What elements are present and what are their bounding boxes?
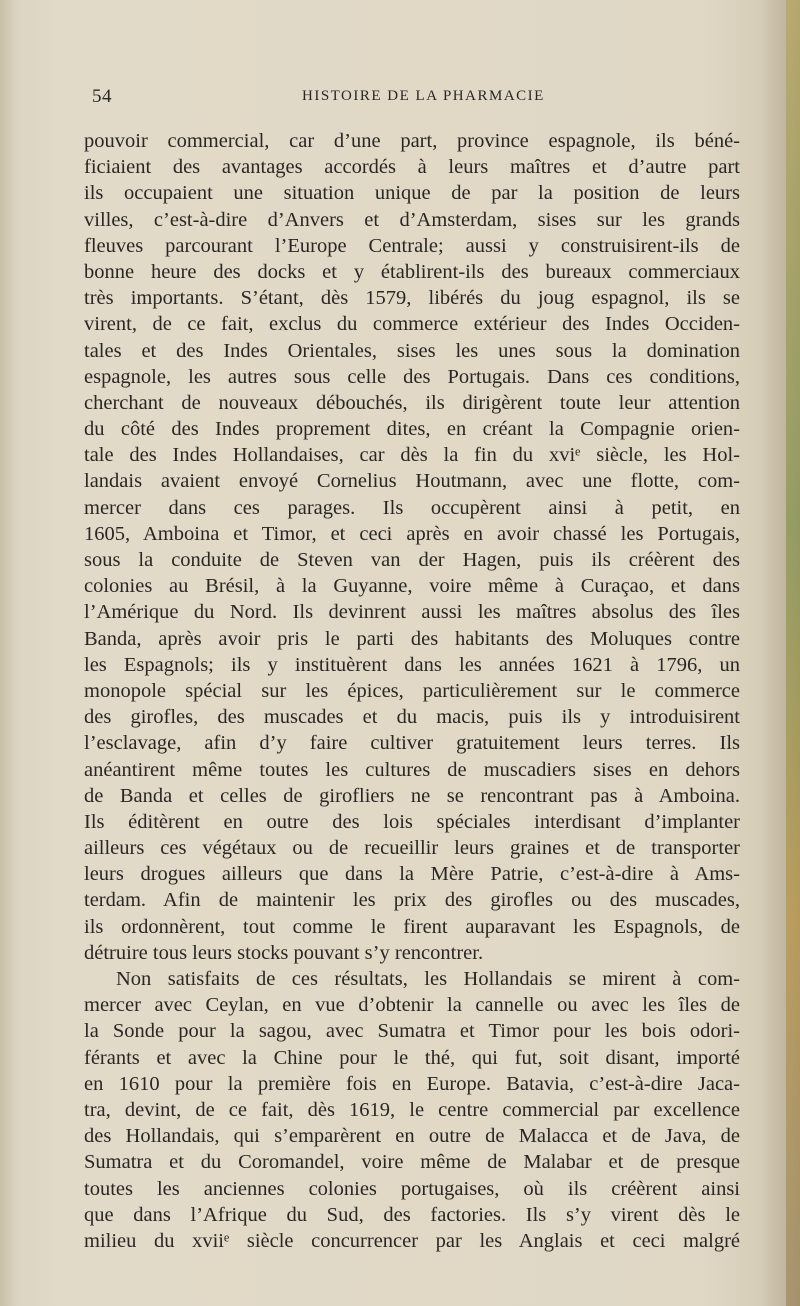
page-number: 54: [92, 86, 112, 107]
running-title: HISTOIRE DE LA PHARMACIE: [302, 88, 545, 104]
text-line: anéantirent même toutes les cultures de muscadiers sises en dehors: [84, 758, 740, 781]
text-line: mercer avec Ceylan, en vue d’obtenir la cannelle ou avec les îles de: [84, 994, 740, 1017]
text-line: 1605, Amboina et Timor, et ceci après en avoir chassé les Portugais,: [84, 522, 740, 545]
text-line: toutes les anciennes colonies portugaises, où ils créèrent ainsi: [84, 1177, 740, 1200]
text-line: sous la conduite de Steven van der Hagen, puis ils créèrent des: [84, 549, 740, 571]
text-line: l’esclavage, afin d’y faire cultiver gratuitement leurs terres. Ils: [84, 732, 740, 755]
text-line: colonies au Brésil, à la Guyanne, voire même à Curaçao, et dans: [84, 575, 740, 598]
text-line: ficiaient des avantages accordés à leurs maîtres et d’autre part: [84, 156, 740, 179]
page-header: [92, 86, 732, 110]
text-line: détruire tous leurs stocks pouvant s’y rencontrer.: [84, 941, 484, 964]
text-line: villes, c’est-à-dire d’Anvers et d’Amsterdam, sises sur les grands: [84, 208, 740, 231]
text-line: de Banda et celles de girofliers ne se rencontrant pas à Amboina.: [84, 784, 740, 807]
text-line: Banda, après avoir pris le parti des habitants des Moluques contre: [84, 627, 740, 650]
text-line: virent, de ce fait, exclus du commerce extérieur des Indes Occiden-: [84, 313, 740, 336]
text-line: monopole spécial sur les épices, particulièrement sur le commerce: [84, 679, 740, 702]
text-line: en 1610 pour la première fois en Europe. Batavia, c’est-à-dire Jaca-: [84, 1072, 740, 1095]
text-line: ils occupaient une situation unique de par la position de leurs: [84, 182, 740, 205]
text-line: Sumatra et du Coromandel, voire même de Malabar et de presque: [84, 1151, 740, 1174]
text-line: ils ordonnèrent, tout comme le firent auparavant les Espagnols, de: [84, 915, 740, 938]
text-line: mercer dans ces parages. Ils occupèrent ainsi à petit, en: [84, 496, 740, 519]
body-text: [84, 128, 740, 1254]
text-line: terdam. Afin de maintenir les prix des girofles ou des muscades,: [84, 889, 740, 912]
text-line: les Espagnols; ils y instituèrent dans les années 1621 à 1796, un: [84, 653, 740, 676]
text-line: tra, devint, de ce fait, dès 1619, le centre commercial par excellence: [84, 1098, 740, 1121]
text-line: que dans l’Afrique du Sud, des factories. Ils s’y virent dès le: [84, 1203, 740, 1226]
text-line: tales et des Indes Orientales, sises les unes sous la domination: [84, 339, 740, 362]
text-line: pouvoir commercial, car d’une part, province espagnole, ils béné-: [84, 130, 740, 152]
text-line: la Sonde pour la sagou, avec Sumatra et Timor pour les bois odori-: [84, 1020, 740, 1043]
text-line: très importants. S’étant, dès 1579, libérés du joug espagnol, ils se: [84, 287, 740, 310]
text-line: bonne heure des docks et y établirent-ils des bureaux commerciaux: [84, 260, 740, 283]
text-line: du côté des Indes proprement dites, en créant la Compagnie orien-: [84, 418, 740, 441]
text-line: ailleurs ces végétaux ou de recueillir leurs graines et de transporter: [84, 837, 740, 860]
text-line: des girofles, des muscades et du macis, puis ils y introduisirent: [84, 706, 740, 729]
text-line: Non satisfaits de ces résultats, les Hollandais se mirent à com-: [116, 968, 740, 990]
text-line: espagnole, les autres sous celle des Portugais. Dans ces conditions,: [84, 365, 740, 388]
text-line: landais avaient envoyé Cornelius Houtmann, avec une flotte, com-: [84, 470, 740, 493]
text-line: leurs drogues ailleurs que dans la Mère Patrie, c’est-à-dire à Ams-: [84, 863, 740, 886]
text-line: tale des Indes Hollandaises, car dès la fin du xviᵉ siècle, les Hol-: [84, 444, 740, 467]
text-line: Ils éditèrent en outre des lois spéciales interdisant d’implanter: [84, 810, 740, 833]
text-line: des Hollandais, qui s’emparèrent en outre de Malacca et de Java, de: [84, 1125, 740, 1148]
book-spine-edge: [786, 0, 800, 1306]
text-line: fleuves parcourant l’Europe Centrale; aussi y construisirent-ils de: [84, 234, 740, 257]
text-line: férants et avec la Chine pour le thé, qui fut, soit disant, importé: [84, 1046, 740, 1069]
text-line: milieu du xviiᵉ siècle concurrencer par les Anglais et ceci malgré: [84, 1229, 740, 1252]
text-line: l’Amérique du Nord. Ils devinrent aussi les maîtres absolus des îles: [84, 601, 740, 624]
text-line: cherchant de nouveaux débouchés, ils dirigèrent toute leur attention: [84, 391, 740, 414]
